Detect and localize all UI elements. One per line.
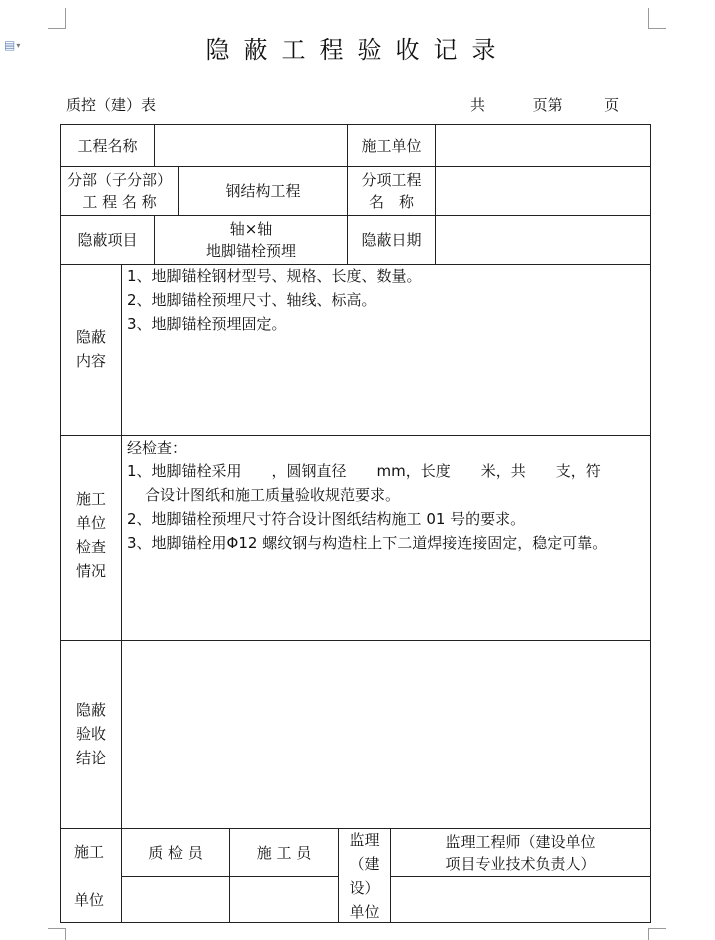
page-corner-top-right <box>648 8 666 29</box>
hidden-date-label: 隐蔽日期 <box>361 230 422 249</box>
supervising-engineer-signature-field[interactable] <box>391 877 650 922</box>
page-total-label: 共 <box>470 96 486 114</box>
content-label-line1: 隐蔽 <box>75 328 106 346</box>
hidden-item-name: 地脚锚栓预埋 <box>205 241 296 260</box>
hidden-item-value[interactable] <box>155 215 347 264</box>
signature-unit-label-1: 施工 <box>74 843 105 861</box>
content-item-1: 1、地脚锚栓钢材型号、规格、长度、数量。 <box>127 267 422 285</box>
supervision-label-line2: （建 <box>349 855 380 873</box>
content-item-2: 2、地脚锚栓预埋尺寸、轴线、标高。 <box>127 291 377 309</box>
subitem-label-line1: 分项工程 <box>361 170 422 189</box>
builder-label: 施 工 员 <box>256 843 312 862</box>
supervision-label-line3: 设） <box>349 879 380 897</box>
hidden-item-label: 隐蔽项目 <box>77 230 138 249</box>
construction-unit-field[interactable] <box>436 125 650 166</box>
supervision-label-line1: 监理 <box>349 831 380 849</box>
inspection-label-line2: 单位 <box>75 514 106 532</box>
project-name-label: 工程名称 <box>77 136 138 155</box>
conclusion-label <box>62 698 120 770</box>
inspection-intro: 经检查： <box>127 439 188 457</box>
page-unit-label: 页第 <box>532 96 563 114</box>
subitem-field[interactable] <box>436 166 650 215</box>
page-counter <box>470 94 619 115</box>
supervision-label-line4: 单位 <box>349 903 380 921</box>
inspection-label-line1: 施工 <box>75 490 106 508</box>
division-label-line2: 工 程 名 称 <box>82 192 157 211</box>
subitem-label-line2: 名 称 <box>368 192 414 211</box>
division-label-line1: 分部（子分部） <box>66 170 172 189</box>
inspection-line-1: 1、地脚锚栓采用 ，圆钢直径 mm，长度 米，共 支，符 <box>127 462 601 480</box>
conclusion-field[interactable] <box>122 641 650 828</box>
inspection-line-3: 3、地脚锚栓用Φ12 螺纹钢与构造柱上下二道焊接连接固定，稳定可靠。 <box>127 534 608 552</box>
supervision-unit-label <box>339 828 390 924</box>
document-options-icon[interactable]: ▤▾ <box>4 38 21 52</box>
inspection-label-line4: 情况 <box>75 562 106 580</box>
content-item-3: 3、地脚锚栓预埋固定。 <box>127 315 287 333</box>
signature-unit-label-2: 单位 <box>74 891 105 909</box>
page-corner-bottom-left <box>48 928 66 940</box>
inspection-label <box>62 487 120 583</box>
inspection-line-1-continued: 合设计图纸和施工质量验收规范要求。 <box>145 486 401 504</box>
division-label <box>61 166 178 215</box>
inspector-label: 质 检 员 <box>148 843 203 862</box>
hidden-date-field[interactable] <box>436 215 650 264</box>
construction-unit-label: 施工单位 <box>361 136 422 155</box>
supervising-engineer-label <box>391 829 650 876</box>
hidden-item-axis: 轴×轴 <box>229 219 273 238</box>
content-label-line2: 内容 <box>75 352 106 370</box>
division-value[interactable]: 钢结构工程 <box>225 181 301 200</box>
page-end-label: 页 <box>604 96 620 114</box>
acceptance-record-table <box>60 124 651 923</box>
chevron-down-icon[interactable]: ▾ <box>16 41 21 50</box>
content-label <box>62 325 120 373</box>
page-title: 隐蔽工程验收记录 <box>205 36 510 64</box>
builder-signature-field[interactable] <box>230 877 338 922</box>
form-code-label: 质控（建）表 <box>66 96 157 114</box>
page-corner-top-left <box>48 8 66 29</box>
conclusion-label-line2: 验收 <box>75 725 106 743</box>
project-name-field[interactable] <box>155 125 347 166</box>
inspection-label-line3: 检查 <box>75 538 106 556</box>
page-corner-bottom-right <box>648 928 666 940</box>
inspector-signature-field[interactable] <box>122 877 229 922</box>
inspection-line-2: 2、地脚锚栓预埋尺寸符合设计图纸结构施工 01 号的要求。 <box>127 510 526 528</box>
conclusion-label-line3: 结论 <box>75 749 106 767</box>
conclusion-label-line1: 隐蔽 <box>75 701 106 719</box>
engineer-label-line2: 项目专业技术负责人） <box>445 854 596 873</box>
engineer-label-line1: 监理工程师（建设单位 <box>445 832 596 851</box>
subitem-label <box>348 166 435 215</box>
